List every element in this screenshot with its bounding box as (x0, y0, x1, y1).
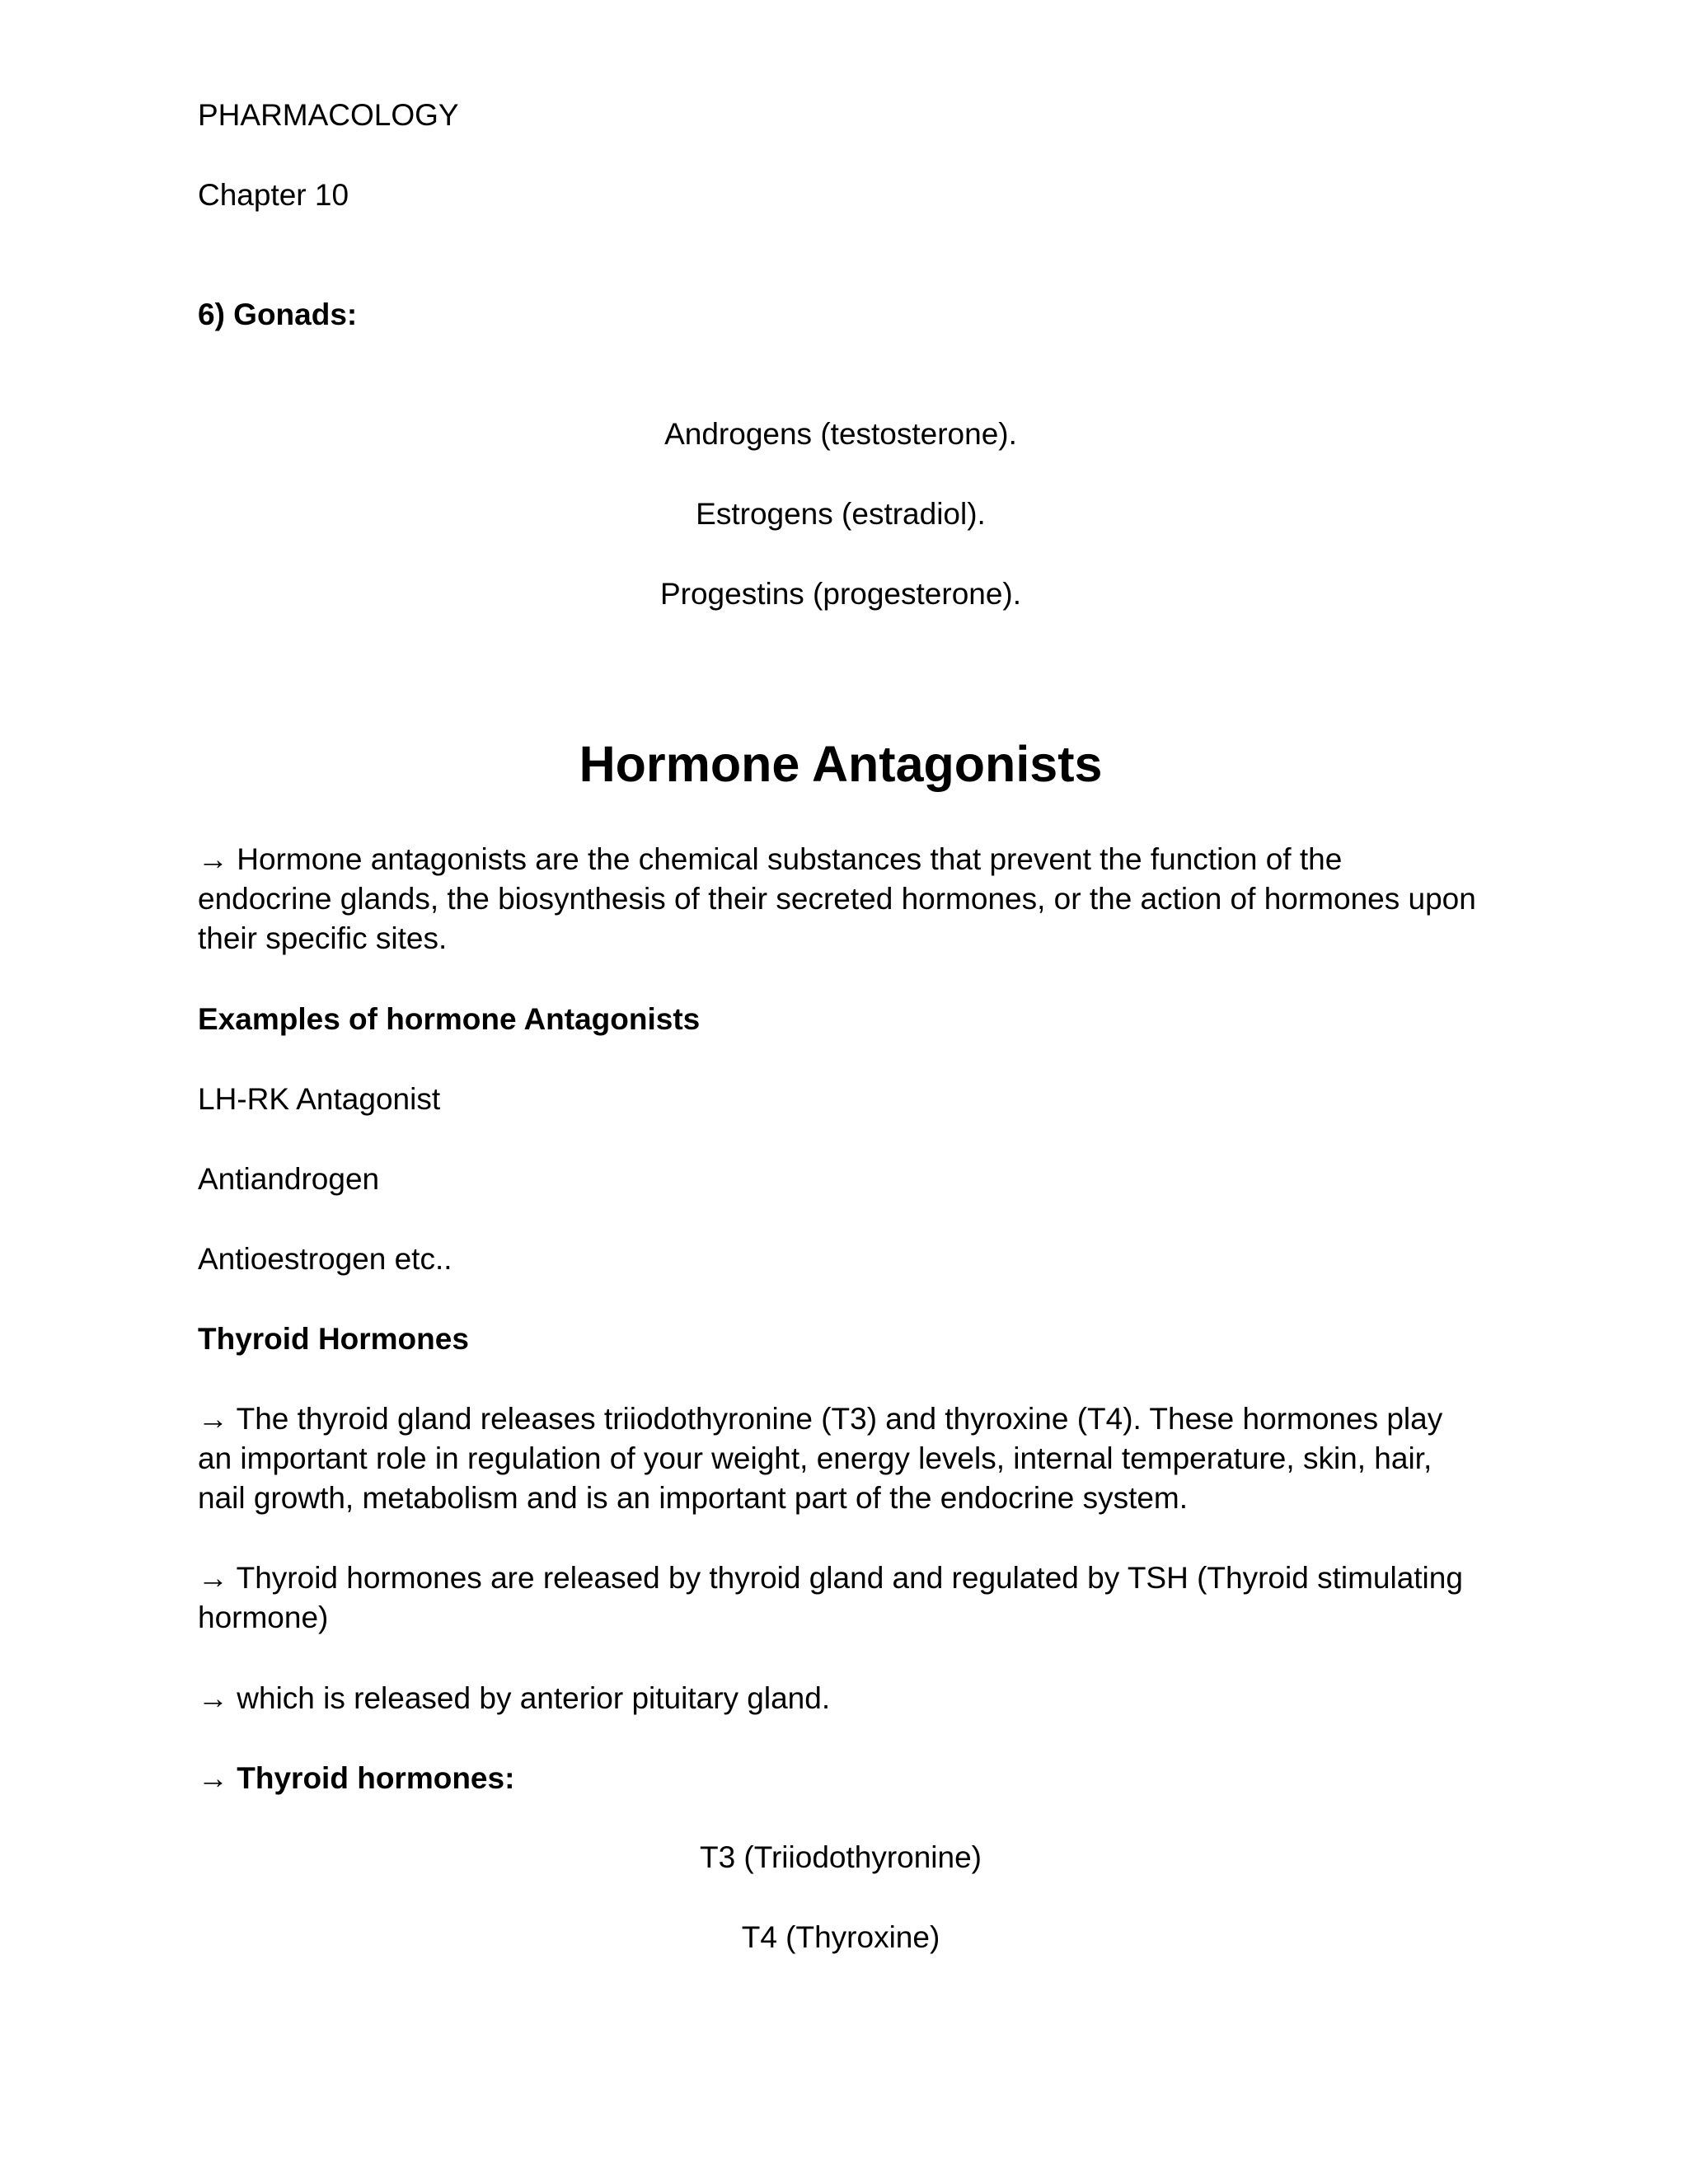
thyroid-list-label (198, 1759, 514, 1798)
gonads-heading: 6) Gonads: (198, 298, 358, 331)
thyroid-para-release: → The thyroid gland releases triiodothyronine (T3) and thyroxine (T4). These hormones play an important role in regulation of your weight, energy levels, internal temperature, skin, hair, nail growth, metabolism and is an important part of the endocrine system. (198, 1402, 1443, 1515)
section-title: Hormone Antagonists (579, 736, 1103, 792)
examples-heading: Examples of hormone Antagonists (198, 1002, 701, 1036)
subject-header: PHARMACOLOGY (198, 98, 459, 132)
example-item: Antioestrogen etc.. (198, 1242, 452, 1276)
gonads-item-progestins: Progestins (progesterone). (659, 577, 1022, 611)
antagonists-intro: → Hormone antagonists are the chemical substances that prevent the function of the endocrine glands, the biosynthesis of their secreted hormones, or the action of hormones upon their specific sites. (198, 842, 1476, 955)
thyroid-item-t4: T4 (Thyroxine) (741, 1920, 940, 1954)
thyroid-para-pituitary: → which is released by anterior pituitary gland. (198, 1681, 831, 1715)
thyroid-item-t3: T3 (Triiodothyronine) (699, 1840, 982, 1874)
thyroid-list-heading: Thyroid hormones: (237, 1761, 515, 1795)
example-item: Antiandrogen (198, 1162, 380, 1196)
gonads-item-androgens: Androgens (testosterone). (664, 417, 1017, 451)
thyroid-heading: Thyroid Hormones (198, 1322, 469, 1356)
thyroid-para-regulation: → Thyroid hormones are released by thyroid gland and regulated by TSH (Thyroid stimulating hormone) (198, 1561, 1463, 1634)
gonads-item-estrogens: Estrogens (estradiol). (696, 497, 986, 531)
arrow-glyph: → (198, 1761, 237, 1795)
example-item: LH-RK Antagonist (198, 1082, 441, 1116)
chapter-label: Chapter 10 (198, 178, 349, 212)
